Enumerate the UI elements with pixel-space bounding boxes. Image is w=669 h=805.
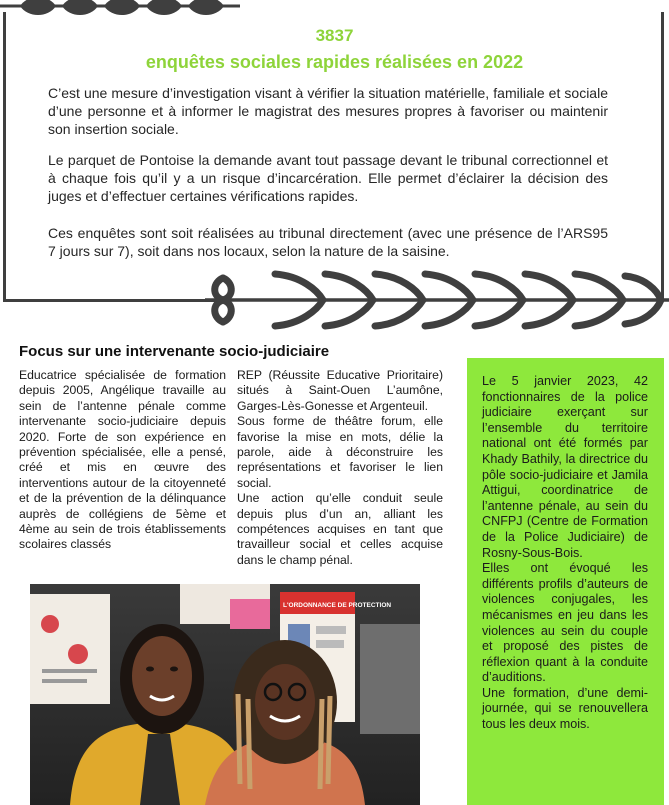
sidebar-paragraph-3: Une formation, d’une demi-journée, qui se renouvellera tous les deux mois.	[482, 685, 648, 732]
green-sidebar-text	[482, 374, 648, 733]
focus-column-2-paragraph-2: Sous forme de théâtre forum, elle favorise la mise en mots, délie la parole, aide à déconstruire les représentations et favoriser le lien social.	[237, 414, 443, 490]
stat-number: 3837	[315, 26, 354, 45]
frame-bottom-border	[3, 299, 231, 302]
poster-heading: L'ORDONNANCE DE PROTECTION	[283, 602, 392, 609]
sidebar-paragraph-2: Elles ont évoqué les différents profils d’auteurs de violences conjugales, les mécanismes en jeu dans les violences au sein du couple et proposé des pistes de réflexion quant à la conduite d’auditions.	[482, 561, 648, 685]
team-photo	[30, 584, 420, 805]
top-vine-ornament	[0, 0, 240, 22]
focus-column-2	[237, 368, 443, 568]
intro-paragraph-3: Ces enquêtes sont soit réalisées au tribunal directement (avec une présence de l’ARS95 7 jours sur 7), soit dans nos locaux, selon la nature de la saisine.	[48, 225, 608, 259]
focus-section-title: Focus sur une intervenante socio-judiciaire	[19, 343, 330, 360]
intro-paragraph-2: Le parquet de Pontoise la demande avant tout passage devant le tribunal correctionnel et à chaque fois qu’il y a un risque d’incarcération. Elle permet d’éclairer la décision des juges et d’effectuer certaines vérifications rapides.	[48, 152, 608, 204]
focus-column-2-paragraph-3: Une action qu’elle conduit seule depuis plus d’un an, alliant les compétences acquises en tant que travailleur social et celles acquise dans le champ pénal.	[237, 491, 443, 567]
sidebar-paragraph-1: Le 5 janvier 2023, 42 fonctionnaires de la police judiciaire exerçant sur l’ensemble du territoire national ont été formés par Khady Bathily, la directrice du pôle socio-judiciaire et Jamila Attigui, coordinatrice de l’antenne pénale, au sein du CNFPJ (Centre de Formation de la Police Judiciaire) de Rosny-Sous-Bois.	[482, 374, 648, 560]
focus-column-1: Educatrice spécialisée de formation depuis 2005, Angélique travaille au sein de l’antenne pénale comme intervenante socio-judiciaire depuis 2020. Forte de son expérience en prévention spécialisée, elle a pensé, créé et mis en œuvre des interventions autour de la citoyenneté et de la prévention de la délinquance auprès de collégiens de 5ème et 4ème au sein de trois établissements scolaires classés	[19, 368, 226, 552]
stat-title: enquêtes sociales rapides réalisées en 2022	[145, 52, 524, 72]
intro-paragraph-1: C’est une mesure d’investigation visant à vérifier la situation matérielle, familiale et sociale d’une personne et à informer le magistrat des mesures propres à favoriser ou maintenir son insertion sociale.	[48, 85, 608, 137]
bottom-vine-ornament	[205, 268, 669, 332]
focus-column-2-paragraph-1: REP (Réussite Educative Prioritaire) situés à Saint-Ouen L’aumône, Garges-Lès-Gonesse et Argenteuil.	[237, 368, 443, 413]
